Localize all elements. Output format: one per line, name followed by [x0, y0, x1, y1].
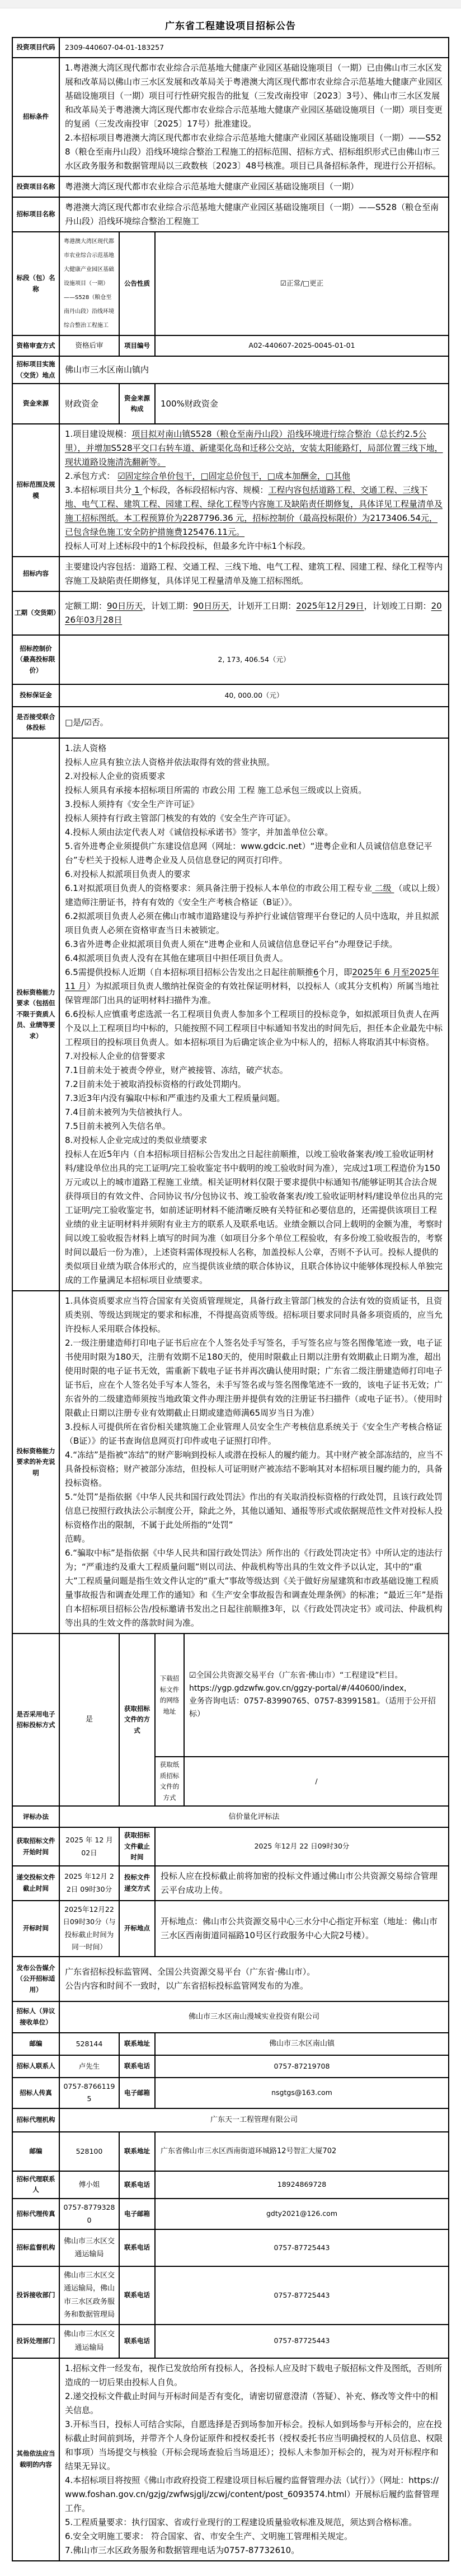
- tenderee-phone-value: 0757-87219708: [155, 2055, 449, 2078]
- notice-nature-value: ☑正常/□更正: [155, 232, 449, 335]
- table-row: [12, 1291, 449, 1634]
- table-row: [12, 2229, 449, 2266]
- table-row: [12, 2266, 449, 2325]
- qualification-requirements-label: 投标资格能力要求（包括但不限于资质人员、业绩等要求）: [12, 738, 59, 1291]
- submit-method-value: 投标人应在投标截止前将加密的投标文件通过佛山市公共资源交易综合管理云平台成功上传。: [155, 1866, 449, 1901]
- fund-composition-value: 100%财政资金: [155, 384, 449, 424]
- table-row: [12, 2171, 449, 2199]
- consortium-value: □是/☑否。: [59, 707, 449, 738]
- section-name-value: 粤港澳大湾区现代都市农业综合示范基地大健康产业园区基础设施项目（一期）——S528（粮仓至南丹山段）沿线环境综合整治工程施工: [59, 232, 119, 335]
- investment-code-value: 2309-440607-04-01-183257: [59, 38, 449, 58]
- tenderee-address-value: 佛山市三水区南山镇: [155, 2033, 449, 2055]
- tenderee-phone-label: 联系电话: [119, 2055, 155, 2078]
- agency-postcode-value: 528100: [59, 2132, 119, 2171]
- complaint-receiving-value: 佛山市三水区交通运输局，佛山市三水区政务服务和数据管理局: [59, 2266, 119, 2325]
- submit-method-label: 投标文件递交方式: [119, 1866, 155, 1901]
- table-row: [12, 2033, 449, 2055]
- tender-content-label: 招标内容: [12, 557, 59, 591]
- agency-address-value: 广东省佛山市三水区西南街道环城路12号智汇大厦702: [155, 2132, 449, 2171]
- fund-source-label: 资金来源: [12, 384, 59, 424]
- table-row: [12, 2325, 449, 2358]
- table-row: [12, 384, 449, 424]
- table-row: [12, 2055, 449, 2078]
- paper-doc-method-label: 获取纸质招标文件的方式: [155, 1757, 184, 1806]
- opening-place-label: 开标地点: [119, 1901, 155, 1957]
- qualification-review-label: 资格审查方式: [12, 335, 59, 356]
- complaint-receiving-phone-label: 联系电话: [119, 2266, 155, 2325]
- announcement-media-value: 广东省招标投标监管网、全国公共资源交易平台（广东省·佛山市）。 公告内容和时间不一致时，以广东省招标投标监管网发布的为准。: [59, 1957, 449, 2001]
- agency-contact-value: 傅小姐: [59, 2171, 119, 2199]
- table-row: [12, 1634, 449, 1757]
- table-row: [12, 424, 449, 557]
- tenderee-email-label: 电子邮箱: [119, 2078, 155, 2108]
- table-row: [12, 1957, 449, 2001]
- table-row: [12, 335, 449, 356]
- complaint-receiving-label: 投诉接收部门: [12, 2266, 59, 2325]
- tender-project-name-value: 粤港澳大湾区现代都市农业综合示范基地大健康产业园区基础设施项目（一期）——S528（粮仓至南丹山段）沿线环境综合整治工程施工: [59, 197, 449, 232]
- other-legal-content-value: 1.招标文件一经发布，视作已发放给所有投标人，各投标人应及时下载电子版招标文件及图纸，否则所造成的一切后果由投标人自负。 2.递交投标文件截止时间与开标时间是否有变化，请密切留意澄清（答疑）、补充、修改等文件中的相关信息。 3.开标当日，投标人可结合实际，自愿选择是否到场参加开标会。投标人如到场参与开标会的，应在投标截止时间前到场，并带齐个人身份证原件和授权委托书（授权委托书应当明确授权的人员信息、权限和事项）当场提交与核验（开标会现场查验后当场退还）；投标人未参加开标会的，视为对开标程序和结果无异议。 4.本招标项目将按照《佛山市政府投资工程建设项目标后履约监督管理办法（试行）》（网址：https://www.foshan.gov.cn/gzjg/zwfwsjglj/zcwj/content/post_6093574.html）开展标后履约监督管理工作。 5.工程质量要求：执行国家、省或行业现行的工程建设质量验收标准及规范，须达到合格标准。 6.安全文明施工要求： 符合国家、省、市安全生产、文明施工管理相关规定。 7.佛山市三水区政务服务和数据管理电话为0757-87732610。: [59, 2358, 449, 2561]
- consortium-label: 是否接受联合体投标: [12, 707, 59, 738]
- paper-doc-method-value: /: [184, 1757, 449, 1806]
- opening-time-value: 2025年12月22日09时30分（与投标截止时间为同一时间）: [59, 1901, 119, 1957]
- agency-fax-label: 招标代理传真: [12, 2199, 59, 2229]
- table-row: [12, 707, 449, 738]
- scope-scale-label: 招标范围及规模: [12, 424, 59, 557]
- tenderee-email-value: nsgtgs@163.com: [155, 2078, 449, 2108]
- table-row: [12, 176, 449, 197]
- page-top-strip: [0, 0, 461, 8]
- supervisor-phone-value: 0757-87725443: [155, 2229, 449, 2266]
- control-price-value: 2, 173, 406.54（元）: [59, 635, 449, 684]
- announcement-media-label: 发布公告媒介（公开招标适用）: [12, 1957, 59, 2001]
- doc-obtain-method-label: 获取招标文件的方式: [119, 1634, 155, 1806]
- agency-contact-label: 招标代理联系人: [12, 2171, 59, 2199]
- tenderee-fax-label: 招标人传真: [12, 2078, 59, 2108]
- project-number-label: 项目编号: [119, 335, 155, 356]
- table-row: [12, 684, 449, 707]
- section-name-label: 标段（包）名称: [12, 232, 59, 335]
- evaluation-method-label: 评标办法: [12, 1806, 59, 1827]
- agency-postcode-label: 邮编: [12, 2132, 59, 2171]
- delivery-location-value: 佛山市三水区南山镇内: [59, 356, 449, 384]
- duration-label: 工期（交货期）: [12, 591, 59, 635]
- agency-label: 招标代理机构: [12, 2108, 59, 2132]
- download-address-label: 下载招标文件的网络地址: [155, 1634, 184, 1757]
- opening-place-value: 开标地点：佛山市公共资源交易中心三水分中心指定开标室（地址：佛山市三水区西南街道同福路10号区行政服务中心大院2号楼）。: [155, 1901, 449, 1957]
- duration-value: 定额工期：90日历天，计划工期：90日历天，计划开工日期：2025年12月29日，计划竣工日期：2026年03月28日: [59, 591, 449, 635]
- agency-address-label: 联系地址: [119, 2132, 155, 2171]
- doc-start-time-label: 获取招标文件开始时间: [12, 1827, 59, 1866]
- notice-nature-label: 公告性质: [119, 232, 155, 335]
- tenderee-postcode-label: 邮编: [12, 2033, 59, 2055]
- investment-project-name-value: 粤港澳大湾区现代都市农业综合示范基地大健康产业园区基础设施项目（一期）: [59, 176, 449, 197]
- fund-source-value: 财政资金: [59, 384, 119, 424]
- doc-start-time-value: 2025 年 12 月 02日: [59, 1827, 119, 1866]
- e-bidding-label: 是否采用电子招标投标方式: [12, 1634, 59, 1806]
- agency-email-value: gdty2021@126.com: [155, 2199, 449, 2229]
- delivery-location-label: 招标项目实施（交货）地点: [12, 356, 59, 384]
- tender-conditions-label: 招标条件: [12, 58, 59, 176]
- submit-deadline-label: 递交投标文件截止时间: [12, 1866, 59, 1901]
- table-row: [12, 1901, 449, 1957]
- tenderee-contact-value: 卢先生: [59, 2055, 119, 2078]
- tender-announcement-table: [12, 37, 449, 2561]
- table-row: [12, 1866, 449, 1901]
- bid-deposit-label: 投标保证金: [12, 684, 59, 707]
- tender-conditions-value: 1.粤港澳大湾区现代都市农业综合示范基地大健康产业园区基础设施项目（一期）已由佛山市三水区发展和改革局以佛山市三水区发展和改革局关于粤港澳大湾区现代都市农业综合示范基地大健康产业园区基础设施项目（一期）项目可行性研究报告的批复（三发改南投审〔2023〕3号）、佛山市三水区发展和改革局关于粤港澳大湾区现代都市农业综合示范基地大健康产业园区基础设施项目（一期）项目变更的复函（三发改南投审〔2025〕17号）批准建设。 2.本招标项目粤港澳大湾区现代都市农业综合示范基地大健康产业园区基础设施项目（一期）——S528（粮仓至南丹山段）沿线环境综合整治工程施工的招标范围、招标方式、招标组织形式已由佛山市三水区政务服务和数据管理局以三政数核〔2023〕48号核准。项目已具备招标条件，现进行公开招标。: [59, 58, 449, 176]
- e-bidding-value: 是: [59, 1634, 119, 1806]
- qualification-requirements-value: 1.法人资格 投标人应具有独立法人资格并依法取得有效的营业执照。 2.对投标人企业的资质要求 投标人须具有承接本招标项目所需的 市政公用 工程 施工总承包三级或以上资质。 3.投标人须持有《安全生产许可证》 投标人须持有行政主管部门核发的有效的《安全生产许可证》。 4.投标人须由法定代表人对《诚信投标承诺书》签字，并加盖单位公章。 5.省外进粤企业须提供广东建设信息网（网址：www.gdcic.net）“进粤企业和人员诚信信息登记平台”专栏关于投标人进粤企业及人员信息登记的网页打印件。 6.对投标人拟派项目负责人的要求 6.1对拟派项目负责人的资格要求：须具备注册于投标人本单位的市政公用工程专业 二级 （或以上级）建造师注册证书，持有有效的《安全生产考核合格证（B证）》。 6.2拟派项目负责人必须在佛山市城市道路建设与养护行业诚信管理平台登记的人员中选取，并且拟派项目负责人必须在资格审查当日未被锁定。 6.3省外进粤企业拟派项目负责人须在“进粤企业和人员诚信信息登记平台”办理登记手续。 6.4拟派项目负责人没有在其他在建项目中担任项目负责人。 6.5需提供投标人近期（自本招标项目招标公告发出之日起往前顺推6个月，即2025年 6 月至2025年 11 月）为拟派项目负责人缴纳社保资金的有效社保证明材料，以投标人（或其分支机构）所属当地社保管理部门出具的证明材料扫描件为准。 6.6投标人应慎重考虑选派一名工程项目负责人参加多个工程项目的投标竞争，如拟派项目负责人在两个及以上工程项目均中标的，只能按照不同工程项目中标通知书发出的时间先后，担任本企业最先中标工程项目的投标项目负责人。如本招标项目为后确定该企业为中标人的，招标人将取消其中标资格。 7.对投标人企业的信誉要求 7.1目前未处于被责令停业，财产被接管、冻结，破产状态。 7.2目前未处于被取消投标资格的行政处罚期内。 7.3近3年内没有骗取中标和严重违约及重大工程质量问题。 7.4目前未被列为失信被执行人。 7.5目前未被列入失信名单。 8.对投标人企业完成过的类似业绩要求 投标人在近5年内（自本招标项目招标公告发出之日起往前顺推，以竣工验收备案表/竣工验收证明材料/建设单位出具的完工证明/完工验收鉴定书中载明的竣工验收时间为准），完成过1项工程造价为150万元或以上的城市道路工程施工业绩。相关证明材料仅限于要求提供中标通知书/能够证明其合法合规获得项目的有效文件、合同协议书/分包协议书、竣工验收备案表/竣工验收证明材料/建设单位出具的完工证明/完工验收鉴定书，如前述证明材料不能清晰反映有关特征和必要信息的，还需提供该项目工程业绩的业主证明材料并须附有业主方的联系人及联系电话。业绩金额以合同上载明的金额为准，考察时间以竣工验收报告材料上填写的时间为准（如项目分多个单位工程验收，有多份竣工验收报告的，考察时间以最后一份为准），上述资料需体现投标人名称，加盖投标人公章，否则不予认可。投标人提供的类似项目业绩为联合体形式的，应当提供该业绩的联合体协议，且联合体协议中能够体现投标人单独完成的工作量满足本招标项目业绩要求。: [59, 738, 449, 1291]
- agency-phone-value: 18924869728: [155, 2171, 449, 2199]
- table-row: [12, 2358, 449, 2561]
- table-row: [12, 1806, 449, 1827]
- table-row: [12, 2001, 449, 2033]
- bid-deposit-value: 40, 000.00（元）: [59, 684, 449, 707]
- evaluation-method-value: 信价量化评标法: [59, 1806, 449, 1827]
- qualification-review-value: 资格后审: [59, 335, 119, 356]
- table-row: [12, 557, 449, 591]
- other-legal-content-label: 其他依法应当载明的内容: [12, 2358, 59, 2561]
- fund-composition-label: 资金来源构成: [119, 384, 155, 424]
- table-row: [12, 2108, 449, 2132]
- tenderee-contact-label: 招标人联系人: [12, 2055, 59, 2078]
- project-number-value: A02-440607-2025-0045-01-01: [155, 335, 449, 356]
- investment-project-name-label: 投资项目名称: [12, 176, 59, 197]
- tenderee-value: 佛山市三水区南山漫城实业投资有限公司: [59, 2001, 449, 2033]
- tenderee-label: 招标人（异议接收单位）: [12, 2001, 59, 2033]
- table-row: [12, 232, 449, 335]
- qualification-supplement-value: 1.具体资质要求应当符合国家有关资质管理规定，具备行政主管部门核发的合法有效的资质证书，且资质类别、等级达到规定的要求和标准，不得提高资质等级。招标项目要求同时具备多项资质的，应当允许投标人采用联合体投标。 2.一级注册建造师打印电子证书后应在个人签名处手写签名，手写签名应与签名图像笔迹一致，电子证书使用时限为180天，注册有效期不足180天的，使用时限截止日期以注册有效期截止日期为准，超出使用时限的电子证书无效，需重新下载电子证书并再次确认使用时限；广东省二级注册建造师打印电子证书后，应在个人签名处手写本人签名，未手写签名或与签名图像笔迹不一致的，该电子证书无效；广东省外的二级建造师须按当地政策文件办理注册并提供有效的注册证书扫描件（或电子证书）。（使用时限截止日期以注册专业有效期截止日期或建造师满65周岁当日为准） 3.投标人可提供所在省份相关建筑施工企业管理人员安全生产考核信息系统关于《安全生产考核合格证（B证）》的证书查询信息网页打印件或电子证照打印件。 4.“冻结”是指被“冻结”的财产影响到投标人或潜在投标人的履约能力。其中财产被全部冻结的，应当不具备投标资格；财产被部分冻结，但投标人可证明财产被冻结不影响其对本招标项目履约能力的，具备投标资格。 5.“处罚”是指依据《中华人民共和国行政处罚法》作出的有关取消投标资格的行政处罚，且该行政处罚信息已按照行政执法公示制度公开，除此之外，其他以通知、通报等形式或依据规范性文件对投标人投标资格作出的限制，不属于此处所指的“处罚” 范畴。 6.“骗取中标”是指依据《中华人民共和国行政处罚法》所作出的《行政处罚决定书》中所认定的违法行为；“严重违约及重大工程质量问题”则以司法、仲裁机构等出具的生效文件予以认定，其中的“重大”工程质量问题是指生效文件认定的“重大”事故等级达到《关于做好房屋建筑和市政基础设施工程质量事故报告和调查处理工作的通知》和《生产安全事故报告和调查处理条例》的标准；“最近三年”是指自本招标项目招标公告/投标邀请书发出之日起往前顺推3年，以《行政处罚决定书》或司法、仲裁机构等出具的生效文件的落款时间为准。: [59, 1291, 449, 1634]
- table-row: [12, 2078, 449, 2108]
- table-row: [12, 2199, 449, 2229]
- complaint-handling-label: 投诉处理部门: [12, 2325, 59, 2358]
- table-row: [12, 2132, 449, 2171]
- complaint-receiving-phone-value: 0757-87725443: [155, 2266, 449, 2325]
- table-row: [12, 1827, 449, 1866]
- agency-value: 广东天一工程管理有限公司: [59, 2108, 449, 2132]
- table-row: [12, 38, 449, 58]
- tenderee-address-label: 联系地址: [119, 2033, 155, 2055]
- tenderee-fax-value: 0757-87661195: [59, 2078, 119, 2108]
- doc-deadline-label: 获取招标文件截止时间: [119, 1827, 155, 1866]
- page-title: 广东省工程建设项目招标公告: [165, 21, 296, 32]
- tender-content-value: 主要建设内容包括：道路工程、交通工程、三线下地、电气工程、建筑工程、园建工程、绿化工程等内容施工及缺陷责任期修复，具体详见工程量清单及施工招标图纸。: [59, 557, 449, 591]
- control-price-label: 招标控制价（最高投标限价）: [12, 635, 59, 684]
- supervisor-value: 佛山市三水区交通运输局: [59, 2229, 119, 2266]
- table-row: [12, 197, 449, 232]
- table-row: [12, 738, 449, 1291]
- agency-fax-value: 0757-87793280: [59, 2199, 119, 2229]
- agency-email-label: 电子邮箱: [119, 2199, 155, 2229]
- supervisor-phone-label: 联系电话: [119, 2229, 155, 2266]
- complaint-handling-phone-value: 0757-87725443: [155, 2325, 449, 2358]
- doc-deadline-value: 2025 年12月 22 日09时30分: [155, 1827, 449, 1866]
- table-row: [12, 356, 449, 384]
- table-row: [12, 591, 449, 635]
- table-row: [12, 635, 449, 684]
- qualification-supplement-label: 投标资格能力要求的补充说明: [12, 1291, 59, 1634]
- opening-time-label: 开标时间: [12, 1901, 59, 1957]
- agency-phone-label: 联系电话: [119, 2171, 155, 2199]
- tender-project-name-label: 招标项目名称: [12, 197, 59, 232]
- download-address-value: ☑全国公共资源交易平台（广东省·佛山市）“工程建设”栏目。 https://ygp.gdzwfw.gov.cn/ggzy-portal/#/440600/index， 业务咨询电话：0757-83990765、0757-83991581。（适用于公开招标）: [184, 1634, 449, 1757]
- supervisor-label: 招标监督机构: [12, 2229, 59, 2266]
- scope-scale-value: 1.项目建设规模：项目拟对南山镇S528（粮仓至南丹山段）沿线环境进行综合整治（总长约2.5公里），并增加S528平交口右转车道、新建渠化岛和迁移公交站，安装太阳能路灯，局部位置三线下地，现状道路设施清洗翻新等。 2.承包方式： ☑固定综合单价包干，□固定总价包干，□成本加酬金，□其他 3.本招标项目共分 1 个标段，各标段招标内容、规模：工程内容包括道路工程、交通工程、三线下地、电气工程、建筑工程、园建工程、绿化工程等内容施工及缺陷责任期修复，具体详见工程量清单及施工招标图纸。本工程预算价为2287796.36 元，招标控制价（最高投标限价）为2173406.54元，已包含绿色施工安全防护措施费125476.11元。 投标人可对上述标段中的1个标段投标，但最多允许中标1个标段。: [59, 424, 449, 557]
- complaint-handling-value: 佛山市三水区交通运输局: [59, 2325, 119, 2358]
- investment-code-label: 投资项目代码: [12, 38, 59, 58]
- tenderee-postcode-value: 528144: [59, 2033, 119, 2055]
- complaint-handling-phone-label: 联系电话: [119, 2325, 155, 2358]
- table-row: [12, 58, 449, 176]
- submit-deadline-value: 2025 年12月 22日 09时30分: [59, 1866, 119, 1901]
